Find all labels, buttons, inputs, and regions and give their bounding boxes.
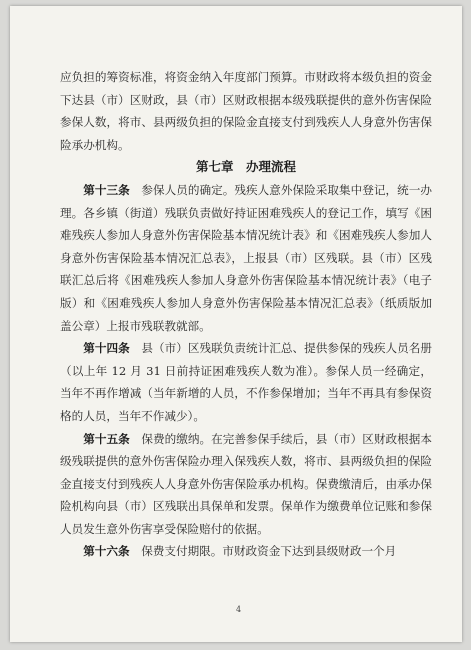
article-text: 保费支付期限。市财政资金下达到县级财政一个月 <box>141 544 397 559</box>
article-number: 第十五条 <box>83 431 130 446</box>
article-number: 第十四条 <box>83 341 130 356</box>
article-text: 县（市）区残联负责统计汇总、提供参保的残疾人员名册（以上年 12 月 31 日前持证困难残疾人数为准）。参保人员一经确定，当年不再作增减（当年新增的人员，不作参保增加；当年不再具有参保资格的人员，当年不作减少）。 <box>60 341 432 423</box>
article-number: 第十六条 <box>83 544 130 559</box>
document-body <box>60 66 432 563</box>
article-text: 参保人员的确定。残疾人意外保险采取集中登记，统一办理。各乡镇（街道）残联负责做好持证困难残疾人的登记工作，填写《困难残疾人参加人身意外伤害保险基本情况统计表》和《困难残疾人参加人身意外伤害保险基本情况汇总表》，上报县（市）区残联。县（市）区残联汇总后将《困难残疾人参加人身意外伤害保险基本情况统计表》（电子版）和《困难残疾人参加人身意外伤害保险基本情况汇总表》（纸质版加盖公章）上报市残联教就部。 <box>60 182 432 333</box>
article-13 <box>60 179 432 337</box>
document-page <box>10 6 462 642</box>
article-16 <box>60 540 432 563</box>
article-number: 第十三条 <box>83 182 130 197</box>
article-14 <box>60 337 432 427</box>
paragraph-continued: 应负担的筹资标准，将资金纳入年度部门预算。市财政将本级负担的资金下达县（市）区财政，县（市）区财政根据本级残联提供的意外伤害保险参保人数，将市、县两级负担的保险金直接支付到残疾人人身意外伤害保险承办机构。 <box>60 70 432 152</box>
page-number: 4 <box>236 605 242 614</box>
article-text: 保费的缴纳。在完善参保手续后，县（市）区财政根据本级残联提供的意外伤害保险办理入保残疾人数，将市、县两级负担的保险金直接支付到残疾人人身意外伤害保险承办机构。保费缴清后，由承办保险机构向县（市）区残联出具保单和发票。保单作为缴费单位记账和参保人员发生意外伤害享受保险赔付的依据。 <box>60 431 432 536</box>
chapter-heading: 第七章 办理流程 <box>195 159 296 175</box>
article-15 <box>60 428 432 541</box>
